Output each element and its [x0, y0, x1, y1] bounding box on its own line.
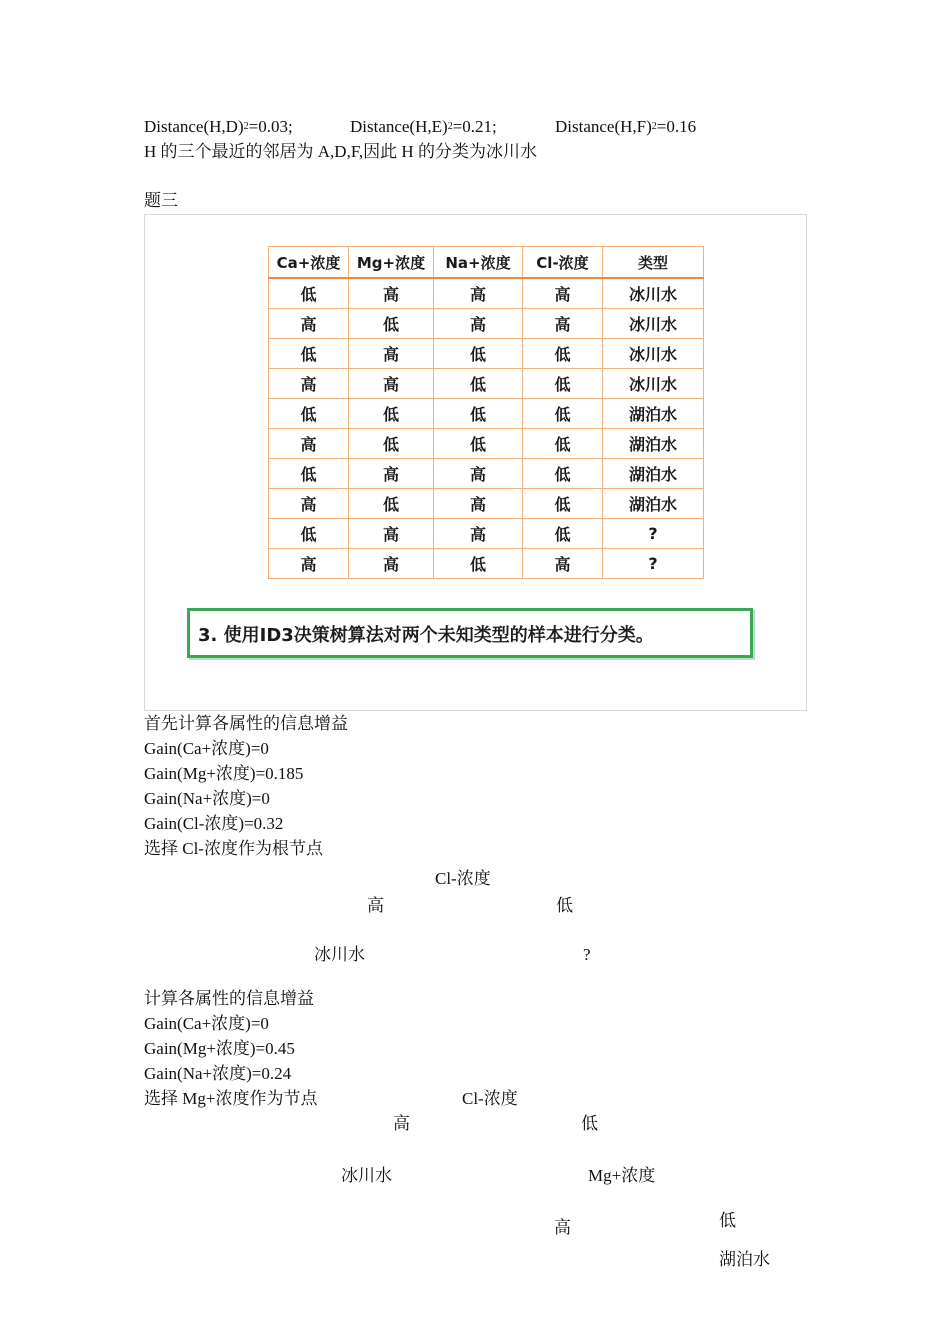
- table-cell: 低: [349, 489, 434, 519]
- table-cell: 高: [349, 519, 434, 549]
- gain-line: Gain(Mg+浓度)=0.45: [144, 1039, 295, 1058]
- table-cell: 低: [523, 459, 603, 489]
- tree2-leaf-high: 冰川水: [341, 1166, 392, 1185]
- table-cell: 低: [269, 339, 349, 369]
- tree2-node-leaf-low: 湖泊水: [719, 1250, 770, 1269]
- table-cell: 低: [523, 489, 603, 519]
- column-header: 类型: [603, 247, 704, 279]
- section-title: 题三: [144, 191, 178, 210]
- table-row: [269, 489, 704, 519]
- class-cell: 冰川水: [603, 309, 704, 339]
- class-cell: 湖泊水: [603, 459, 704, 489]
- tree2-root: Cl-浓度: [462, 1089, 518, 1108]
- table-cell: 低: [523, 369, 603, 399]
- class-cell: ?: [603, 519, 704, 549]
- gain-line: Gain(Ca+浓度)=0: [144, 1014, 269, 1033]
- gain-line: Gain(Na+浓度)=0.24: [144, 1064, 292, 1083]
- table-cell: 低: [523, 339, 603, 369]
- tree2-branch-high: 高: [393, 1114, 410, 1133]
- table-cell: 高: [523, 309, 603, 339]
- table-cell: 高: [434, 519, 523, 549]
- table-header-row: [269, 247, 704, 279]
- table-cell: 低: [434, 549, 523, 579]
- table-cell: 高: [349, 459, 434, 489]
- class-cell: 湖泊水: [603, 429, 704, 459]
- table-cell: 低: [269, 278, 349, 309]
- tree2-node-branch-low: 低: [719, 1211, 736, 1230]
- tree1-leaf-high: 冰川水: [314, 945, 365, 964]
- tree2-branch-low: 低: [581, 1114, 598, 1133]
- table-cell: 高: [523, 549, 603, 579]
- table-row: [269, 278, 704, 309]
- class-cell: 冰川水: [603, 278, 704, 309]
- column-header: Ca+浓度: [269, 247, 349, 279]
- table-cell: 高: [349, 278, 434, 309]
- table-cell: 低: [523, 399, 603, 429]
- class-cell: 湖泊水: [603, 489, 704, 519]
- column-header: Mg+浓度: [349, 247, 434, 279]
- table-cell: 高: [349, 369, 434, 399]
- table-cell: 高: [349, 339, 434, 369]
- class-cell: 冰川水: [603, 369, 704, 399]
- table-cell: 高: [349, 549, 434, 579]
- table-row: [269, 369, 704, 399]
- gain-line: Gain(Na+浓度)=0: [144, 789, 270, 808]
- tree1-root: Cl-浓度: [435, 869, 491, 888]
- table-cell: 低: [349, 429, 434, 459]
- table-cell: 低: [349, 399, 434, 429]
- table-cell: 低: [434, 339, 523, 369]
- table-cell: 低: [269, 399, 349, 429]
- dataset-figure: [144, 214, 807, 711]
- table-cell: 高: [434, 489, 523, 519]
- distance-h-f: $Distance(H,F)^2=0.16$: [555, 117, 697, 136]
- tree1-branch-high: 高: [367, 896, 384, 915]
- table-cell: 低: [269, 519, 349, 549]
- table-cell: 高: [434, 309, 523, 339]
- table-cell: 高: [434, 278, 523, 309]
- table-cell: 低: [434, 399, 523, 429]
- table-row: [269, 339, 704, 369]
- table-row: [269, 549, 704, 579]
- table-row: [269, 309, 704, 339]
- step2-intro: 计算各属性的信息增益: [144, 989, 314, 1008]
- table-cell: 高: [269, 429, 349, 459]
- table-cell: 低: [434, 429, 523, 459]
- table-cell: 低: [269, 459, 349, 489]
- table-cell: 低: [349, 309, 434, 339]
- table-cell: 低: [523, 519, 603, 549]
- table-cell: 高: [523, 278, 603, 309]
- step2-choice: 选择 Mg+浓度作为节点: [144, 1089, 318, 1108]
- dataset-table: [268, 246, 704, 579]
- tree2-node-branch-high: 高: [554, 1218, 571, 1237]
- table-cell: 高: [269, 489, 349, 519]
- tree1-branch-low: 低: [556, 896, 573, 915]
- neighbor-conclusion: H 的三个最近的邻居为 A,D,F,因此 H 的分类为冰川水: [144, 142, 537, 161]
- step1-intro: 首先计算各属性的信息增益: [144, 714, 348, 733]
- tree2-node: Mg+浓度: [588, 1166, 656, 1185]
- table-cell: 低: [434, 369, 523, 399]
- table-row: [269, 459, 704, 489]
- gain-line: Gain(Mg+浓度)=0.185: [144, 764, 304, 783]
- class-cell: 冰川水: [603, 339, 704, 369]
- gain-line: Gain(Cl-浓度)=0.32: [144, 814, 284, 833]
- table-cell: 高: [269, 309, 349, 339]
- distance-h-e: $Distance(H,E)^2=0.21$;: [350, 117, 497, 136]
- task-note-box: 3. 使用ID3决策树算法对两个未知类型的样本进行分类。: [187, 608, 753, 658]
- table-cell: 高: [269, 369, 349, 399]
- table-row: [269, 399, 704, 429]
- gain-line: Gain(Ca+浓度)=0: [144, 739, 269, 758]
- table-cell: 高: [269, 549, 349, 579]
- class-cell: 湖泊水: [603, 399, 704, 429]
- table-cell: 低: [523, 429, 603, 459]
- tree1-leaf-low: ?: [583, 945, 591, 964]
- step1-choice: 选择 Cl-浓度作为根节点: [144, 839, 323, 858]
- distance-h-d: $Distance(H,D)^2=0.03$;: [144, 117, 293, 136]
- table-row: [269, 519, 704, 549]
- column-header: Cl-浓度: [523, 247, 603, 279]
- class-cell: ?: [603, 549, 704, 579]
- column-header: Na+浓度: [434, 247, 523, 279]
- table-row: [269, 429, 704, 459]
- table-cell: 高: [434, 459, 523, 489]
